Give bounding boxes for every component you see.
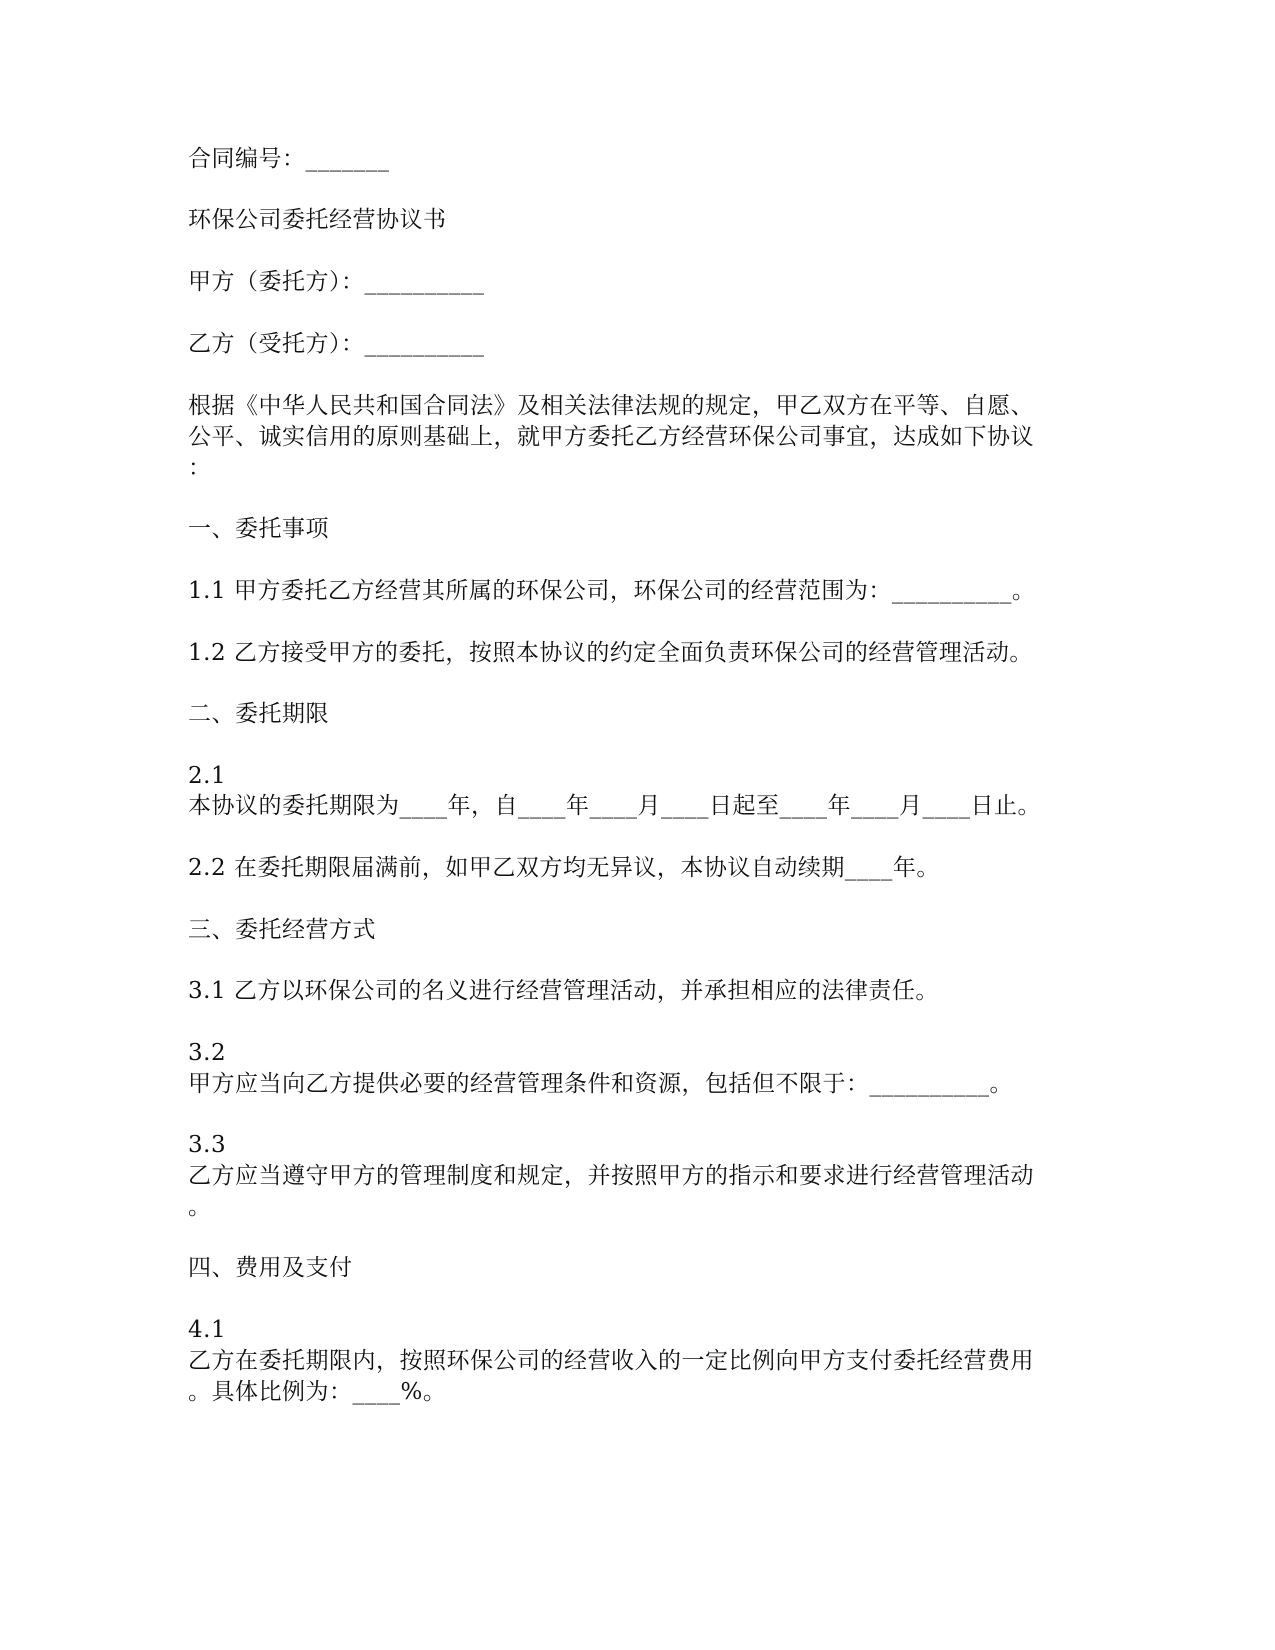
clause-4-1-line-2: 。具体比例为：____%。 — [188, 1379, 447, 1405]
clause-number: 3.3 — [188, 1132, 227, 1158]
clause-1-1: 1.1 甲方委托乙方经营其所属的环保公司，环保公司的经营范围为：__________。 — [188, 578, 1036, 604]
clause-2-2: 2.2 在委托期限届满前，如甲乙双方均无异议，本协议自动续期____年。 — [188, 855, 940, 881]
clause-3-3-line-1: 乙方应当遵守甲方的管理制度和规定，并按照甲方的指示和要求进行经营管理活动 — [188, 1163, 1034, 1189]
preamble-line-2: 公平、诚实信用的原则基础上，就甲方委托乙方经营环保公司事宜，达成如下协议 — [188, 424, 1034, 450]
clause-2-1-text: 本协议的委托期限为____年，自____年____月____日起至____年____月____日止。 — [188, 793, 1041, 819]
clause-4-1-line-1: 乙方在委托期限内，按照环保公司的经营收入的一定比例向甲方支付委托经营费用 — [188, 1348, 1034, 1374]
clause-1-2: 1.2 乙方接受甲方的委托，按照本协议的约定全面负责环保公司的经营管理活动。 — [188, 640, 1033, 666]
clause-number: 3.2 — [188, 1040, 227, 1066]
party-a-line: 甲方（委托方）：__________ — [188, 269, 485, 295]
preamble-line-1: 根据《中华人民共和国合同法》及相关法律法规的规定，甲乙双方在平等、自愿、 — [188, 393, 1034, 419]
section-heading: 二、委托期限 — [188, 701, 329, 727]
preamble-line-3: ： — [188, 455, 212, 481]
party-b-line: 乙方（受托方）：__________ — [188, 331, 485, 357]
section-heading: 三、委托经营方式 — [188, 917, 376, 943]
clause-number: 4.1 — [188, 1317, 227, 1343]
clause-3-3-line-2: 。 — [188, 1194, 212, 1220]
section-heading: 四、费用及支付 — [188, 1255, 353, 1281]
clause-3-2-text: 甲方应当向乙方提供必要的经营管理条件和资源，包括但不限于：__________。 — [188, 1071, 1013, 1097]
section-heading: 一、委托事项 — [188, 516, 329, 542]
document-title: 环保公司委托经营协议书 — [188, 207, 447, 233]
clause-3-1: 3.1 乙方以环保公司的名义进行经营管理活动，并承担相应的法律责任。 — [188, 978, 939, 1004]
clause-number: 2.1 — [188, 763, 227, 789]
contract-number: 合同编号：_______ — [188, 146, 390, 172]
